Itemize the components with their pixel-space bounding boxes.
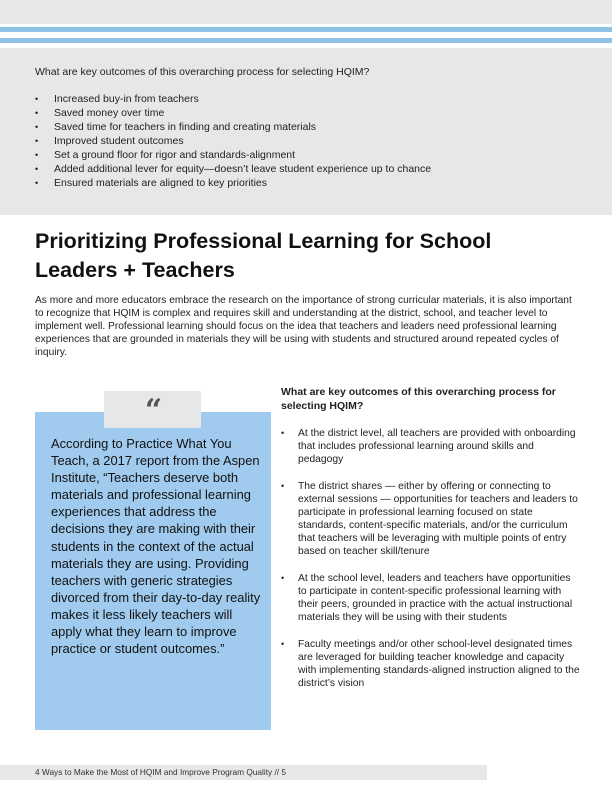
section-title: Prioritizing Professional Learning for School Leaders + Teachers: [35, 229, 492, 282]
list-item: • Set a ground floor for rigor and standards-alignment: [35, 148, 431, 162]
right-outcomes-heading: What are key outcomes of this overarching process for selecting HQIM?: [281, 386, 556, 412]
list-item: • At the school level, leaders and teachers have opportunities to participate in content-specific professional learning with their peers, grounded in practice with the actual instructional materials they will be using with their students: [281, 572, 581, 624]
header-stripe-top: [0, 27, 612, 32]
pull-quote-text: According to Practice What You Teach, a 2017 report from the Aspen Institute, “Teachers deserve both materials and professional learning experiences that address the decisions they are making with their students in the context of the actual materials they are using. Providing teachers with generic strategies divorced from their day-to-day reality makes it less likely teachers will apply what they learn to improve practice or student outcomes.”: [51, 436, 261, 657]
list-item: • Saved money over time: [35, 106, 431, 120]
list-item: • Improved student outcomes: [35, 134, 431, 148]
header-stripe-bottom: [0, 38, 612, 43]
list-item: • Saved time for teachers in finding and creating materials: [35, 120, 431, 134]
right-outcomes-list: [281, 427, 581, 704]
list-item: • At the district level, all teachers are provided with onboarding that includes professional learning around skills and pedagogy: [281, 427, 581, 466]
list-item: • The district shares — either by offering or connecting to external sessions — opportunities for teachers and leaders to participate in professional learning focused on state standards, content-specific materials, and/or the curriculum that teachers will be leveraging with multiple points of entry based on teacher skill/tenure: [281, 480, 581, 558]
list-item: • Faculty meetings and/or other school-level designated times are leveraged for building teacher knowledge and capacity with implementing standards-aligned instruction aligned to the district’s vision: [281, 638, 581, 690]
list-item: • Increased buy-in from teachers: [35, 92, 431, 106]
quote-mark-icon: “: [144, 393, 161, 428]
top-outcomes-heading: What are key outcomes of this overarching process for selecting HQIM?: [35, 66, 370, 78]
list-item: • Ensured materials are aligned to key priorities: [35, 176, 431, 190]
list-item: • Added additional lever for equity—doesn’t leave student experience up to chance: [35, 162, 431, 176]
section-intro-paragraph: As more and more educators embrace the research on the importance of strong curricular materials, it is also important to recognize that HQIM is complex and requires skill and understanding at the district, school, and teacher level to implement well. Professional learning should focus on the idea that teachers and leaders need professional learning experiences that are grounded in materials they will be using with students and structured around repeated cycles of inquiry.: [35, 295, 572, 359]
top-outcomes-list: [35, 92, 431, 190]
footer-page-label: 4 Ways to Make the Most of HQIM and Improve Program Quality // 5: [35, 767, 286, 777]
